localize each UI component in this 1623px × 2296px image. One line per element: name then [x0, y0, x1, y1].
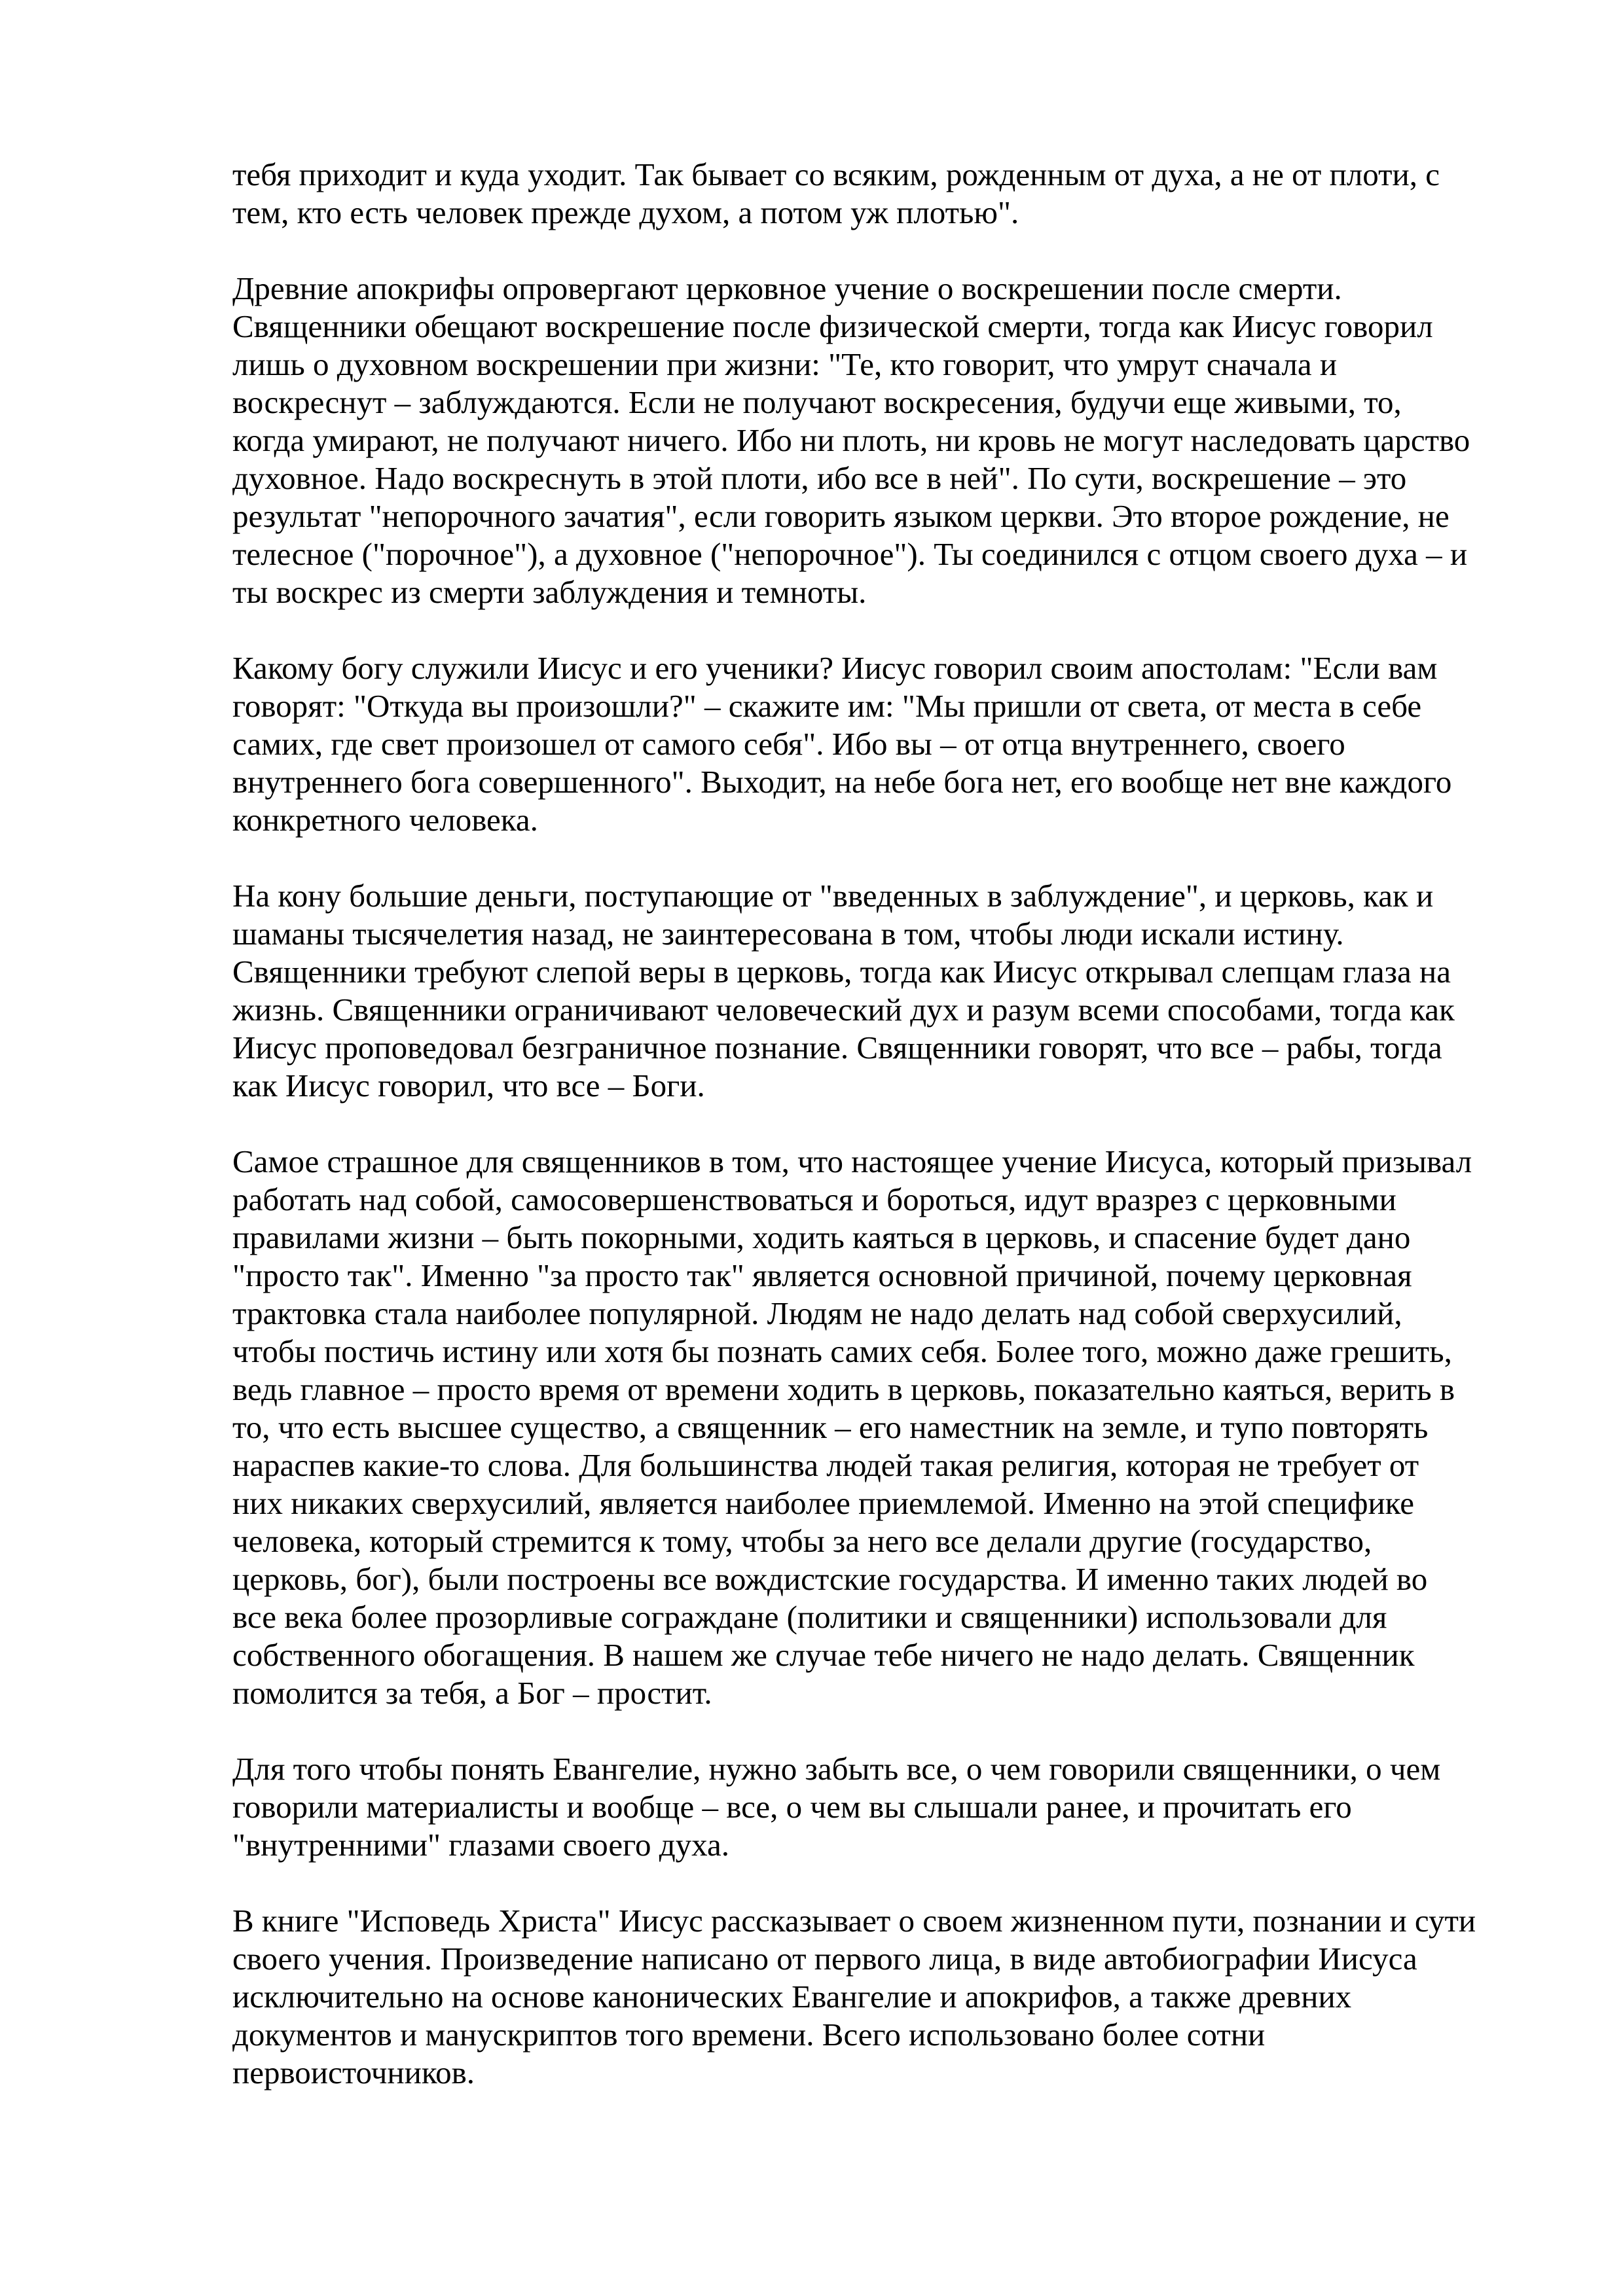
text-line: результат "непорочного зачатия", если говорить языком церкви. Это второе рождение, не — [232, 498, 1450, 534]
text-line: первоисточников. — [232, 2054, 475, 2090]
text-line: На кону большие деньги, поступающие от "введенных в заблуждение", и церковь, как и — [232, 878, 1434, 914]
text-line: конкретного человека. — [232, 802, 538, 838]
text-line: то, что есть высшее существо, а священник – его наместник на земле, и тупо повторять — [232, 1409, 1429, 1445]
text-line: документов и манускриптов того времени. Всего использовано более сотни — [232, 2017, 1266, 2053]
text-line: помолится за тебя, а Бог – простит. — [232, 1675, 712, 1711]
text-line: внутреннего бога совершенного". Выходит, на небе бога нет, его вообще нет вне каждого — [232, 764, 1452, 800]
text-line: В книге "Исповедь Христа" Иисус рассказывает о своем жизненном пути, познании и сути — [232, 1903, 1476, 1939]
text-line: исключительно на основе канонических Евангелие и апокрифов, а также древних — [232, 1979, 1352, 2015]
text-line: тебя приходит и куда уходит. Так бывает со всяким, рожденным от духа, а не от плоти, с — [232, 156, 1440, 192]
text-line: шаманы тысячелетия назад, не заинтересована в том, чтобы люди искали истину. — [232, 916, 1344, 952]
text-line: чтобы постичь истину или хотя бы познать самих себя. Более того, можно даже грешить, — [232, 1333, 1452, 1369]
paragraph-2 — [232, 270, 1489, 611]
text-line: жизнь. Священники ограничивают человеческий дух и разум всеми способами, тогда как — [232, 992, 1455, 1028]
paragraph-6 — [232, 1750, 1489, 1864]
text-line: ты воскрес из смерти заблуждения и темноты. — [232, 574, 867, 610]
text-line: Священники обещают воскрешение после физической смерти, тогда как Иисус говорил — [232, 308, 1433, 344]
paragraph-5 — [232, 1143, 1489, 1712]
text-line: говорили материалисты и вообще – все, о чем вы слышали ранее, и прочитать его — [232, 1789, 1352, 1825]
text-line: работать над собой, самосовершенствоваться и бороться, идут вразрез с церковными — [232, 1181, 1396, 1217]
text-line: когда умирают, не получают ничего. Ибо ни плоть, ни кровь не могут наследовать царство — [232, 422, 1470, 458]
text-line: "просто так". Именно "за просто так" является основной причиной, почему церковная — [232, 1257, 1412, 1293]
text-line: как Иисус говорил, что все – Боги. — [232, 1067, 705, 1103]
text-line: собственного обогащения. В нашем же случае тебе ничего не надо делать. Священник — [232, 1637, 1415, 1673]
text-line: духовное. Надо воскреснуть в этой плоти, ибо все в ней". По сути, воскрешение – это — [232, 460, 1407, 496]
text-line: Иисус проповедовал безграничное познание. Священники говорят, что все – рабы, тогда — [232, 1030, 1442, 1066]
paragraph-4 — [232, 877, 1489, 1105]
text-line: Самое страшное для священников в том, что настоящее учение Иисуса, который призывал — [232, 1143, 1472, 1179]
text-line: телесное ("порочное"), а духовное ("непорочное"). Ты соединился с отцом своего духа – и — [232, 536, 1468, 572]
text-line: трактовка стала наиболее популярной. Людям не надо делать над собой сверхусилий, — [232, 1295, 1402, 1331]
text-line: "внутренними" глазами своего духа. — [232, 1827, 729, 1863]
text-line: правилами жизни – быть покорными, ходить каяться в церковь, и спасение будет дано — [232, 1219, 1411, 1255]
text-line: Древние апокрифы опровергают церковное учение о воскрешении после смерти. — [232, 270, 1342, 306]
text-line: Для того чтобы понять Евангелие, нужно забыть все, о чем говорили священники, о чем — [232, 1751, 1441, 1787]
text-line: тем, кто есть человек прежде духом, а потом уж плотью". — [232, 194, 1019, 230]
text-line: них никаких сверхусилий, является наиболее приемлемой. Именно на этой специфике — [232, 1485, 1415, 1521]
paragraph-7 — [232, 1902, 1489, 2092]
text-line: Священники требуют слепой веры в церковь, тогда как Иисус открывал слепцам глаза на — [232, 954, 1451, 990]
text-line: лишь о духовном воскрешении при жизни: "Те, кто говорит, что умрут сначала и — [232, 346, 1338, 382]
text-line: своего учения. Произведение написано от первого лица, в виде автобиографии Иисуса — [232, 1941, 1417, 1977]
text-line: Какому богу служили Иисус и его ученики? Иисус говорил своим апостолам: "Если вам — [232, 650, 1438, 686]
text-line: нараспев какие-то слова. Для большинства людей такая религия, которая не требует от — [232, 1447, 1419, 1483]
text-line: все века более прозорливые сограждане (политики и священники) использовали для — [232, 1599, 1387, 1635]
text-line: воскреснут – заблуждаются. Если не получают воскресения, будучи еще живыми, то, — [232, 384, 1402, 420]
paragraph-3 — [232, 649, 1489, 839]
text-line: ведь главное – просто время от времени ходить в церковь, показательно каяться, верить в — [232, 1371, 1455, 1407]
text-line: говорят: "Откуда вы произошли?" – скажите им: "Мы пришли от света, от места в себе — [232, 688, 1422, 724]
text-line: самих, где свет произошел от самого себя". Ибо вы – от отца внутреннего, своего — [232, 726, 1345, 762]
paragraph-1 — [232, 156, 1489, 232]
text-line: церковь, бог), были построены все вождистские государства. И именно таких людей во — [232, 1561, 1428, 1597]
document-page — [232, 156, 1489, 2130]
text-line: человека, который стремится к тому, чтобы за него все делали другие (государство, — [232, 1523, 1372, 1559]
